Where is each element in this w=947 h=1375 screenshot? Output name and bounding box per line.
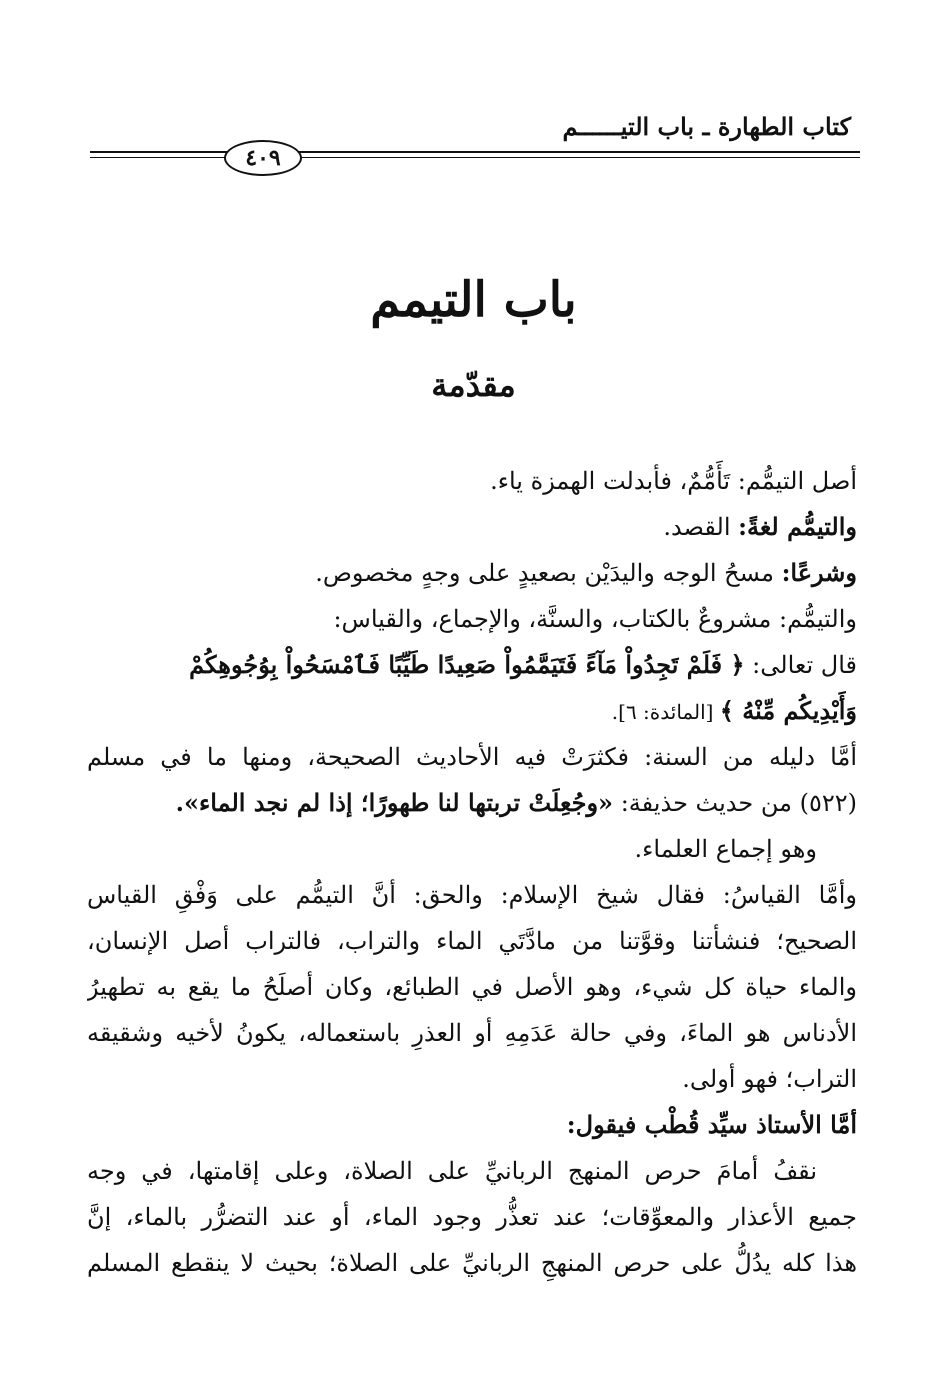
quran-verse: ﴿ فَلَمْ تَجِدُواْ مَآءً فَتَيَمَّمُواْ صَعِيدًا طَيِّبًا فَٱمْسَحُواْ بِوُجُوهِكُمْ (189, 650, 745, 679)
verse-reference: [المائدة: ٦]. (611, 700, 720, 724)
paragraph-line: نقفُ أمامَ حرص المنهج الربانيِّ على الصلاة، وعلى إقامتها، في وجه (87, 1157, 817, 1185)
section-title: مقدّمة (431, 366, 516, 404)
hadith-quote: «وجُعِلَتْ تربتها لنا طهورًا؛ إذا لم نجد الماء». (175, 788, 614, 817)
paragraph-line (87, 642, 857, 688)
term-definition: مسحُ الوجه واليدَيْن بصعيدٍ على وجهٍ مخصوص. (315, 559, 782, 587)
chapter-title: باب التيمم (370, 272, 577, 328)
paragraph-line (87, 550, 857, 596)
header-rule-bottom (90, 157, 860, 158)
paragraph-line: الصحيح؛ فنشأتنا وقوَّتنا من مادَّتَي الماء والتراب، فالتراب أصل الإنسان، (87, 927, 857, 955)
header-rule-top (90, 151, 860, 153)
page-number: ٤٠٩ (224, 140, 302, 176)
paragraph-line: والماء حياة كل شيء، وهو الأصل في الطبائع، وكان أصلَحُ ما يقع به تطهيرُ (87, 973, 857, 1001)
quote-attribution: أمَّا الأستاذ سيِّد قُطْب فيقول: (566, 1110, 857, 1139)
paragraph-line (87, 780, 857, 826)
paragraph-line: التراب؛ فهو أولى. (682, 1065, 857, 1093)
term-label: والتيمُّم لغةً: (738, 512, 857, 541)
paragraph-line: أصل التيمُّم: تَأَمُّمٌ، فأبدلت الهمزة ياء. (490, 467, 857, 495)
paragraph-line (87, 504, 857, 550)
term-label: وشرعًا: (781, 558, 857, 587)
paragraph-line: جميع الأعذار والمعوِّقات؛ عند تعذُّر وجود الماء، أو عند التضرُّر بالماء، إنَّ (87, 1203, 857, 1231)
hadith-source: (٥٢٢) من حديث حذيفة: (613, 789, 857, 817)
term-definition: القصد. (663, 513, 739, 541)
paragraph-line: وأمَّا القياسُ: فقال شيخ الإسلام: والحق: أنَّ التيمُّم على وَفْقِ القياس (87, 881, 857, 909)
paragraph-line: والتيمُّم: مشروعٌ بالكتاب، والسنَّة، والإجماع، والقياس: (333, 605, 857, 633)
paragraph-line: الأدناس هو الماءَ، وفي حالة عَدَمِهِ أو العذرِ باستعماله، يكونُ لأخيه وشقيقه (87, 1019, 857, 1047)
paragraph-line (87, 688, 857, 734)
quran-verse: وَأَيْدِيكُم مِّنْهُ ﴾ (719, 696, 857, 725)
paragraph-line: هذا كله يدُلُّ على حرص المنهجِ الربانيِّ على الصلاة؛ بحيث لا ينقطع المسلم (87, 1249, 857, 1277)
body-text (87, 458, 857, 1286)
paragraph-line: أمَّا دليله من السنة: فكثرَتْ فيه الأحاديث الصحيحة، ومنها ما في مسلم (87, 743, 857, 771)
quote-intro: قال تعالى: (744, 651, 857, 679)
paragraph-line: وهو إجماع العلماء. (634, 835, 817, 863)
running-header-title: كتاب الطهارة ـ باب التيــــــم (562, 112, 851, 141)
